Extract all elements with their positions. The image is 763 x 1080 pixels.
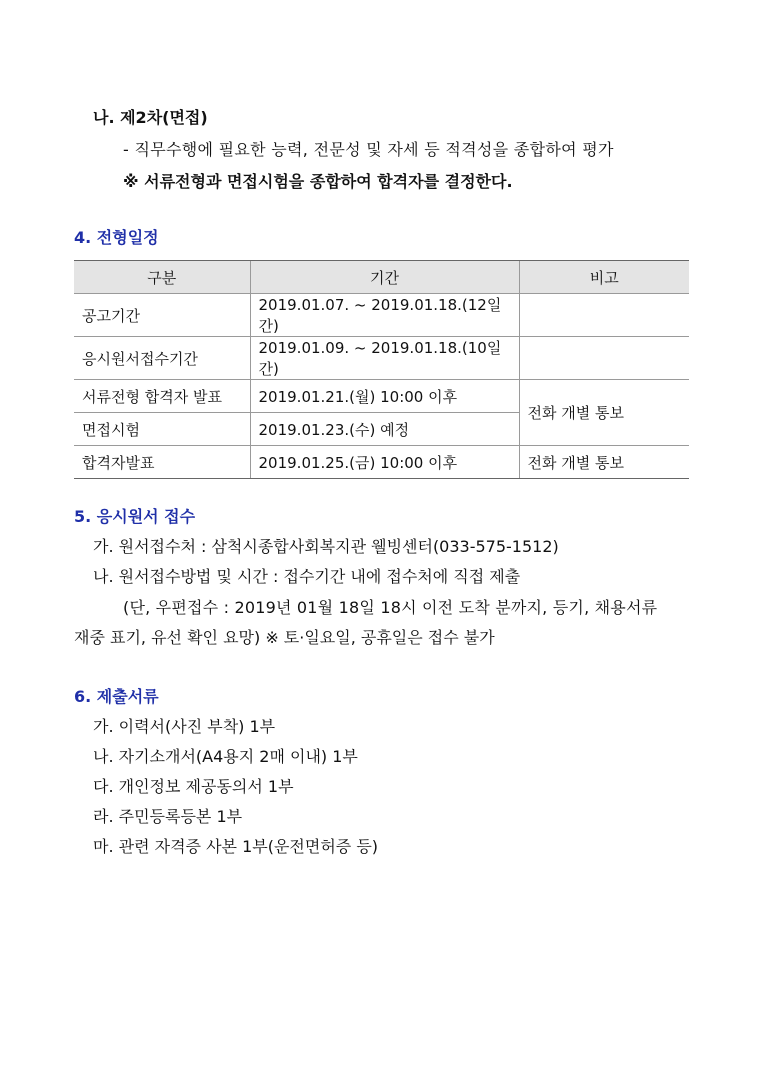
section4-heading: 4. 전형일정 (74, 228, 159, 247)
table-cell-note (519, 294, 689, 337)
table-cell-note (519, 337, 689, 380)
section-na-title: 나. 제2차(면접) (93, 108, 208, 127)
table-cell-category: 서류전형 합격자 발표 (74, 380, 250, 413)
table-cell-note: 전화 개별 통보 (519, 380, 689, 446)
section5-heading: 5. 응시원서 접수 (74, 507, 196, 526)
table-row (74, 294, 689, 337)
table-row (74, 380, 689, 413)
table-cell-note: 전화 개별 통보 (519, 446, 689, 479)
table-cell-period: 2019.01.09. ~ 2019.01.18.(10일간) (250, 337, 519, 380)
table-header-cell: 구분 (74, 261, 250, 294)
section-na-desc: - 직무수행에 필요한 능력, 전문성 및 자세 등 적격성을 종합하여 평가 (123, 140, 614, 159)
section6-item: 라. 주민등록등본 1부 (93, 807, 243, 826)
table-header-cell: 기간 (250, 261, 519, 294)
table-cell-category: 면접시험 (74, 413, 250, 446)
section6-item: 마. 관련 자격증 사본 1부(운전면허증 등) (93, 837, 379, 856)
section5-note-line1: (단, 우편접수 : 2019년 01월 18일 18시 이전 도착 분까지, 등기, 채용서류 (123, 598, 658, 617)
section5-note-line2: 재중 표기, 유선 확인 요망) ※ 토·일요일, 공휴일은 접수 불가 (74, 628, 495, 647)
table-cell-period: 2019.01.07. ~ 2019.01.18.(12일간) (250, 294, 519, 337)
table-cell-period: 2019.01.21.(월) 10:00 이후 (250, 380, 519, 413)
table-cell-period: 2019.01.23.(수) 예정 (250, 413, 519, 446)
section6-item: 다. 개인정보 제공동의서 1부 (93, 777, 294, 796)
section6-item: 가. 이력서(사진 부착) 1부 (93, 717, 276, 736)
table-row (74, 446, 689, 479)
section6-item: 나. 자기소개서(A4용지 2매 이내) 1부 (93, 747, 358, 766)
schedule-table (74, 260, 689, 479)
table-cell-category: 응시원서접수기간 (74, 337, 250, 380)
table-header-row (74, 261, 689, 294)
section5-item: 나. 원서접수방법 및 시간 : 접수기간 내에 접수처에 직접 제출 (93, 567, 521, 586)
section5-item: 가. 원서접수처 : 삼척시종합사회복지관 웰빙센터(033-575-1512) (93, 537, 559, 556)
table-row (74, 337, 689, 380)
section6-heading: 6. 제출서류 (74, 687, 159, 706)
table-cell-period: 2019.01.25.(금) 10:00 이후 (250, 446, 519, 479)
table-cell-category: 공고기간 (74, 294, 250, 337)
table-header-cell: 비고 (519, 261, 689, 294)
table-cell-category: 합격자발표 (74, 446, 250, 479)
section-na-note: ※ 서류전형과 면접시험을 종합하여 합격자를 결정한다. (123, 172, 513, 191)
